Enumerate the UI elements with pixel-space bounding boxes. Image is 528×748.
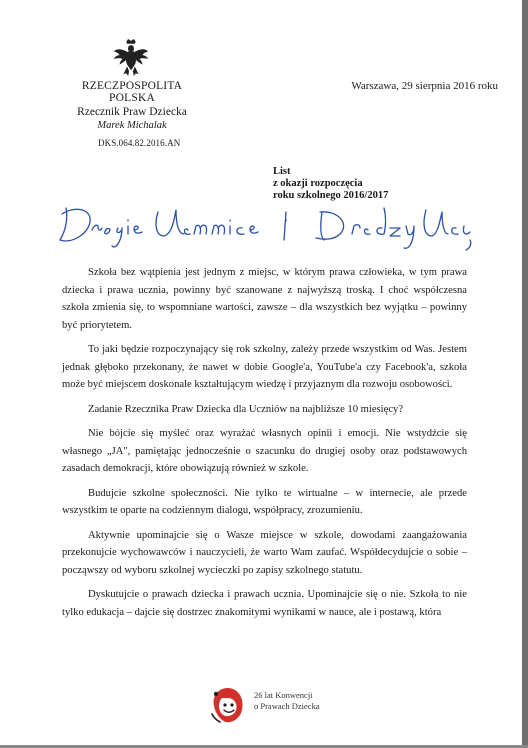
letter-title — [273, 166, 388, 202]
letter-paragraph: Dyskutujcie o prawach dziecka i prawach ucznia. Upominajcie się o nie. Szkoła to nie tylko edukacja – dajcie się dostrzec znakomitymi wynikami w nauce, ale i postawą, która — [62, 589, 467, 618]
institution-name: RZECZPOSPOLITA POLSKA — [81, 80, 183, 104]
footer-line: 26 lat Konwencji — [254, 690, 313, 700]
reference-number: DKS.064.82.2016.AN — [98, 138, 181, 148]
letter-paragraph: Budujcie szkolne społeczności. Nie tylko te wirtualne – w internecie, ale przede wszystkim te oparte na codziennym dialogu, współpracy, zrozumieniu. — [62, 487, 467, 516]
page-frame-right — [522, 0, 528, 748]
letter-paragraph: Aktywnie upominajcie się o Wasze miejsce w szkole, dowodami zaangażowania przekonujcie wychowawców i nauczycieli, że warto Wam zaufać. Współdecydujcie o sobie – począwszy od wyboru szkolnej wycieczki po zapisy szkolnego statutu. — [62, 529, 467, 576]
sender-block — [62, 80, 202, 131]
footer-line: o Prawach Dziecka — [254, 701, 320, 711]
office-name: Rzecznik Praw Dziecka — [77, 106, 187, 118]
polish-eagle-emblem-icon — [112, 38, 150, 78]
letter-paragraph: Zadanie Rzecznika Praw Dziecka dla Uczniów na najbliższe 10 miesięcy? — [88, 403, 404, 415]
letter-title-line: roku szkolnego 2016/2017 — [273, 190, 389, 201]
handwritten-greeting — [54, 200, 474, 256]
letter-body — [62, 264, 467, 628]
person-name: Marek Michalak — [97, 120, 167, 131]
letter-paragraph: Szkoła bez wątpienia jest jednym z miejsc, w którym prawa człowieka, w tym prawa dziecka i prawa ucznia, powinny być szanowane z najwyższą troską. I choć współczesna szkoła zmienia się, to wspomniane wartości, zawsze – dla wszystkich bez wyjątku – powinny być priorytetem. — [62, 267, 467, 331]
footer-caption — [254, 690, 320, 712]
convention-logo-icon — [208, 684, 248, 728]
letter-title-line: z okazji rozpoczęcia — [273, 178, 363, 189]
letter-paragraph: Nie bójcie się myśleć oraz wyrażać własnych opinii i emocji. Nie wstydźcie się własnego „JA", pamiętając jednocześnie o szacunku do drugiej osoby oraz podstawowych zasadach demokracji, które obowiązują również w szkole. — [62, 428, 467, 474]
letter-date: Warszawa, 29 sierpnia 2016 roku — [351, 80, 498, 92]
letter-title-line: List — [273, 166, 291, 177]
letter-paragraph: To jaki będzie rozpoczynający się rok szkolny, zależy przede wszystkim od Was. Jestem jednak głęboko przekonany, że nawet w dobie Google'a, YouTube'a czy Facebook'a, szkoła może być miejscem doskonale kształtującym wiedzę i przyjaznym dla rozwoju osobowości. — [62, 344, 467, 390]
